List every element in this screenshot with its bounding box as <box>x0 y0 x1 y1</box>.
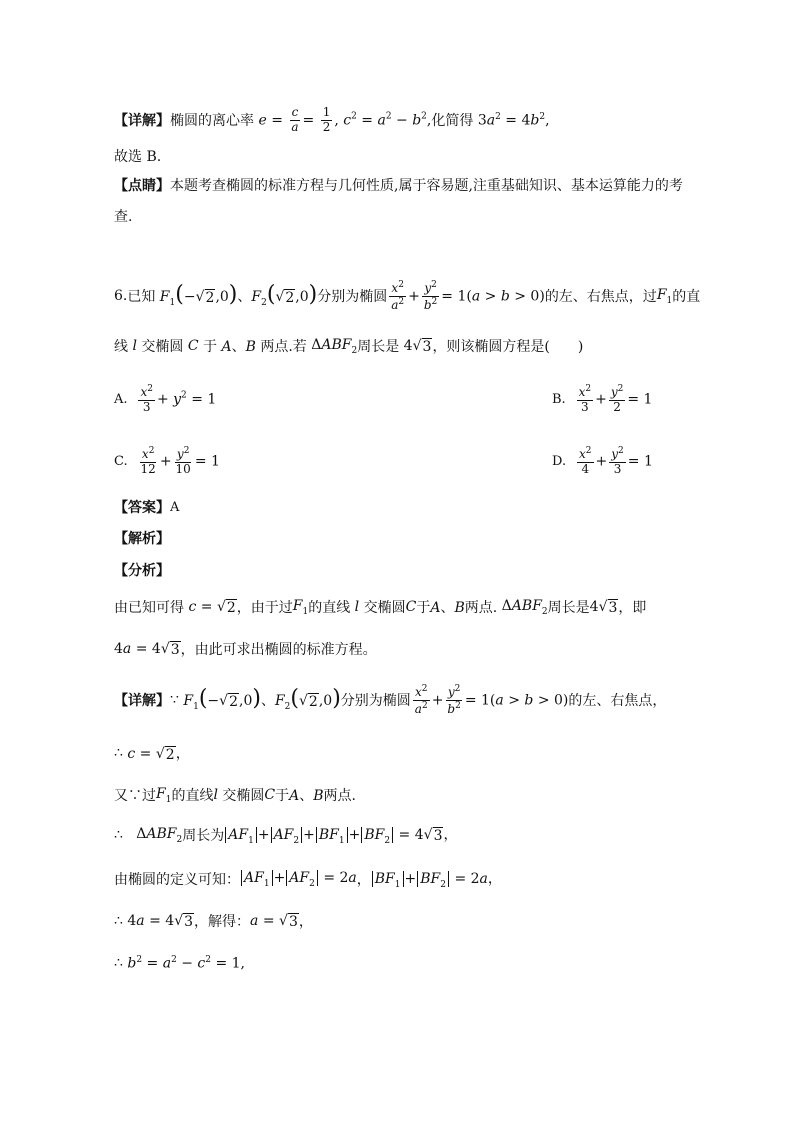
line-l: l <box>128 338 142 354</box>
therefore-4: ∴ <box>114 955 123 971</box>
analysis-c: 的直线 <box>308 600 351 616</box>
definition-b: $BF_1 + BF_2 = 2a$， <box>371 868 502 890</box>
analysis-line2 <box>114 636 694 662</box>
analysis-h: ，即 <box>618 600 647 616</box>
d-l3b: 周长为 <box>182 828 225 844</box>
jiexi-tag: 【解析】 <box>114 531 170 547</box>
analysis-g: 周长是 <box>547 600 590 616</box>
question6-stem-line1 <box>114 276 701 316</box>
points-ab: A、B <box>217 339 261 355</box>
analysis-e: 于 <box>416 600 431 616</box>
analysis-d: 交椭圆 <box>363 600 406 616</box>
stem-sep: 、 <box>237 289 252 305</box>
simplified-equation: $3a^2 = 4b^2$, <box>477 111 550 129</box>
detail-ellipse: $\frac{x^2}{a^2}$ + $\frac{y^2}{b^2}$ = 1(a > b > 0) <box>414 683 569 716</box>
therefore-2: ∴ <box>114 827 123 843</box>
detail-tag-2: 【详解】 <box>114 693 170 709</box>
option-a-formula: $\frac{x^2}{3}$ + $y^2 = 1$ <box>140 383 217 414</box>
c-eq: c = √ 2 ， <box>122 746 190 763</box>
line2-b: 交椭圆 <box>141 339 184 355</box>
solve-comma: ， <box>298 914 313 930</box>
stem-prefix: 已知 <box>127 289 156 305</box>
ellipse-c: C <box>183 338 204 354</box>
solve-text: ，解得： <box>194 914 251 930</box>
answer-line <box>114 497 694 517</box>
detail-line6 <box>114 908 694 934</box>
c-value: c = √ 2 <box>184 598 236 616</box>
detail-mid: 分别为椭圆 <box>340 693 411 709</box>
detail-text: 椭圆的离心率 <box>170 113 254 129</box>
line2-d: 两点.若 <box>260 339 307 355</box>
four-a-eq: 4a = 4 √ 3 <box>114 640 180 658</box>
solve-eq: 4a = 4 √ 3 <box>127 912 194 930</box>
triangle-abf2: $\Delta ABF_2$ <box>311 336 358 356</box>
analysis-line1 <box>114 594 694 620</box>
eccentricity-formula: e = $\frac{c}{a}$ = $\frac{1}{2}$ , $c^2 = a^2 - b^2$, <box>254 104 432 134</box>
option-a-label: A. <box>114 391 128 407</box>
detail-line4 <box>114 822 694 848</box>
focus-f2: $F_2$( √ 2 ,0) <box>251 282 318 308</box>
analysis-line2-tail: ，由此可求出椭圆的标准方程。 <box>180 642 377 658</box>
detail-sep: 、 <box>260 693 275 709</box>
analysis-a: 由已知可得 <box>114 600 184 616</box>
d-c: C <box>264 787 276 803</box>
comment-line <box>114 175 694 195</box>
stem-mid: 分别为椭圆 <box>317 289 388 305</box>
answer-tag: 【答案】 <box>114 500 170 516</box>
fenxi-tag: 【分析】 <box>114 563 170 579</box>
because-symbol: ∵ <box>170 692 179 708</box>
question-number: 6. <box>114 288 128 304</box>
stem-end: 的直 <box>672 289 701 305</box>
and-because: 又∵过 <box>114 788 156 804</box>
l-ref: l <box>350 599 364 615</box>
detail-line1 <box>114 680 694 720</box>
a-value: a = √ 3 <box>250 912 298 930</box>
options-row-1 <box>114 378 694 420</box>
stem-suffix: 的左、右焦点，过 <box>544 289 657 305</box>
option-d <box>552 446 653 477</box>
choose-line <box>114 146 694 166</box>
focus-f1: $F_1(-$ √ 2 ,0) <box>155 282 238 308</box>
d-l: l <box>213 787 223 803</box>
definition-text: 由椭圆的定义可知： <box>114 872 240 888</box>
fenxi-line <box>114 560 694 580</box>
d-l2e: 两点. <box>323 788 356 804</box>
line2-c: 于 <box>203 339 218 355</box>
d-l2b: 的直线 <box>171 788 214 804</box>
analysis-f: 两点. <box>464 600 498 616</box>
therefore-3: ∴ <box>114 913 123 929</box>
d-ab: A、B <box>289 788 324 804</box>
def-comma: ， <box>356 872 371 888</box>
triangle-ref: $\Delta ABF_2$ <box>501 597 548 617</box>
detail-f2: $F_2$( √ 2 ,0) <box>274 686 341 712</box>
detail-line3 <box>114 783 694 807</box>
option-c-label: C. <box>114 453 128 469</box>
perimeter-sum: $AF_1 + AF_2 + BF_1 + BF_2 = 4$ √ 3 ， <box>224 824 457 846</box>
f1-ref: $F_1$ <box>292 597 309 617</box>
c-ref: C <box>405 599 417 615</box>
option-d-label: D. <box>552 453 567 469</box>
comment-text-2: 查. <box>114 209 133 225</box>
prev-detail-line <box>114 102 694 138</box>
option-b <box>552 384 652 415</box>
option-b-label: B. <box>552 391 566 407</box>
option-c-formula: $\frac{x^2}{12}$ + $\frac{y^2}{10}$ = 1 <box>140 445 220 476</box>
answer-value: A <box>170 499 180 515</box>
option-d-formula: $\frac{x^2}{4}$ + $\frac{y^2}{3}$ = 1 <box>579 445 653 476</box>
ab-ref: A、B <box>430 600 465 616</box>
d-l2d: 于 <box>275 788 290 804</box>
comment-text-1: 本题考查椭圆的标准方程与几何性质,属于容易题,注重基础知识、基本运算能力的考 <box>170 178 683 194</box>
jiexi-line <box>114 528 694 548</box>
detail-suffix: 的左、右焦点， <box>568 693 667 709</box>
d-triangle: $\Delta ABF_2$ <box>136 825 183 845</box>
comment-tag: 【点睛】 <box>114 178 170 194</box>
line2-a: 线 <box>114 339 128 355</box>
definition-a: $AF_1 + AF_2 = 2a$ <box>240 870 357 889</box>
d-f1: $F_1$ <box>156 785 172 805</box>
analysis-b: ，由于过 <box>236 600 293 616</box>
line2-e: 周长是 <box>357 339 400 355</box>
d-l2c: 交椭圆 <box>222 788 265 804</box>
detail-line2 <box>114 740 694 766</box>
therefore-1: ∴ <box>114 745 123 761</box>
comment-line-2 <box>114 206 694 226</box>
option-b-formula: $\frac{x^2}{3}$ + $\frac{y^2}{2}$ = 1 <box>578 383 653 414</box>
detail-line7 <box>114 950 694 976</box>
detail-line5 <box>114 866 694 892</box>
choose-text: 故选 B. <box>114 149 162 165</box>
question6-stem-line2 <box>114 334 694 358</box>
detail-f1: $F_1(-$ √ 2 ,0) <box>178 686 261 712</box>
perimeter-value: 4 √ 3 <box>403 337 432 355</box>
simplify-text: 化简得 <box>431 113 474 129</box>
b-squared: $b^2 = a^2 - c^2 = 1$, <box>122 954 246 972</box>
line2-f: ，则该椭圆方程是( ) <box>432 339 584 355</box>
focus-f1-ref: $F_1$ <box>656 286 673 306</box>
ellipse-equation: $\frac{x^2}{a^2}$ + $\frac{y^2}{b^2}$ = 1(a > b > 0) <box>391 279 545 312</box>
perimeter-ref: 4 √ 3 <box>589 598 618 616</box>
options-row-2 <box>114 440 694 482</box>
detail-tag: 【详解】 <box>114 113 170 129</box>
